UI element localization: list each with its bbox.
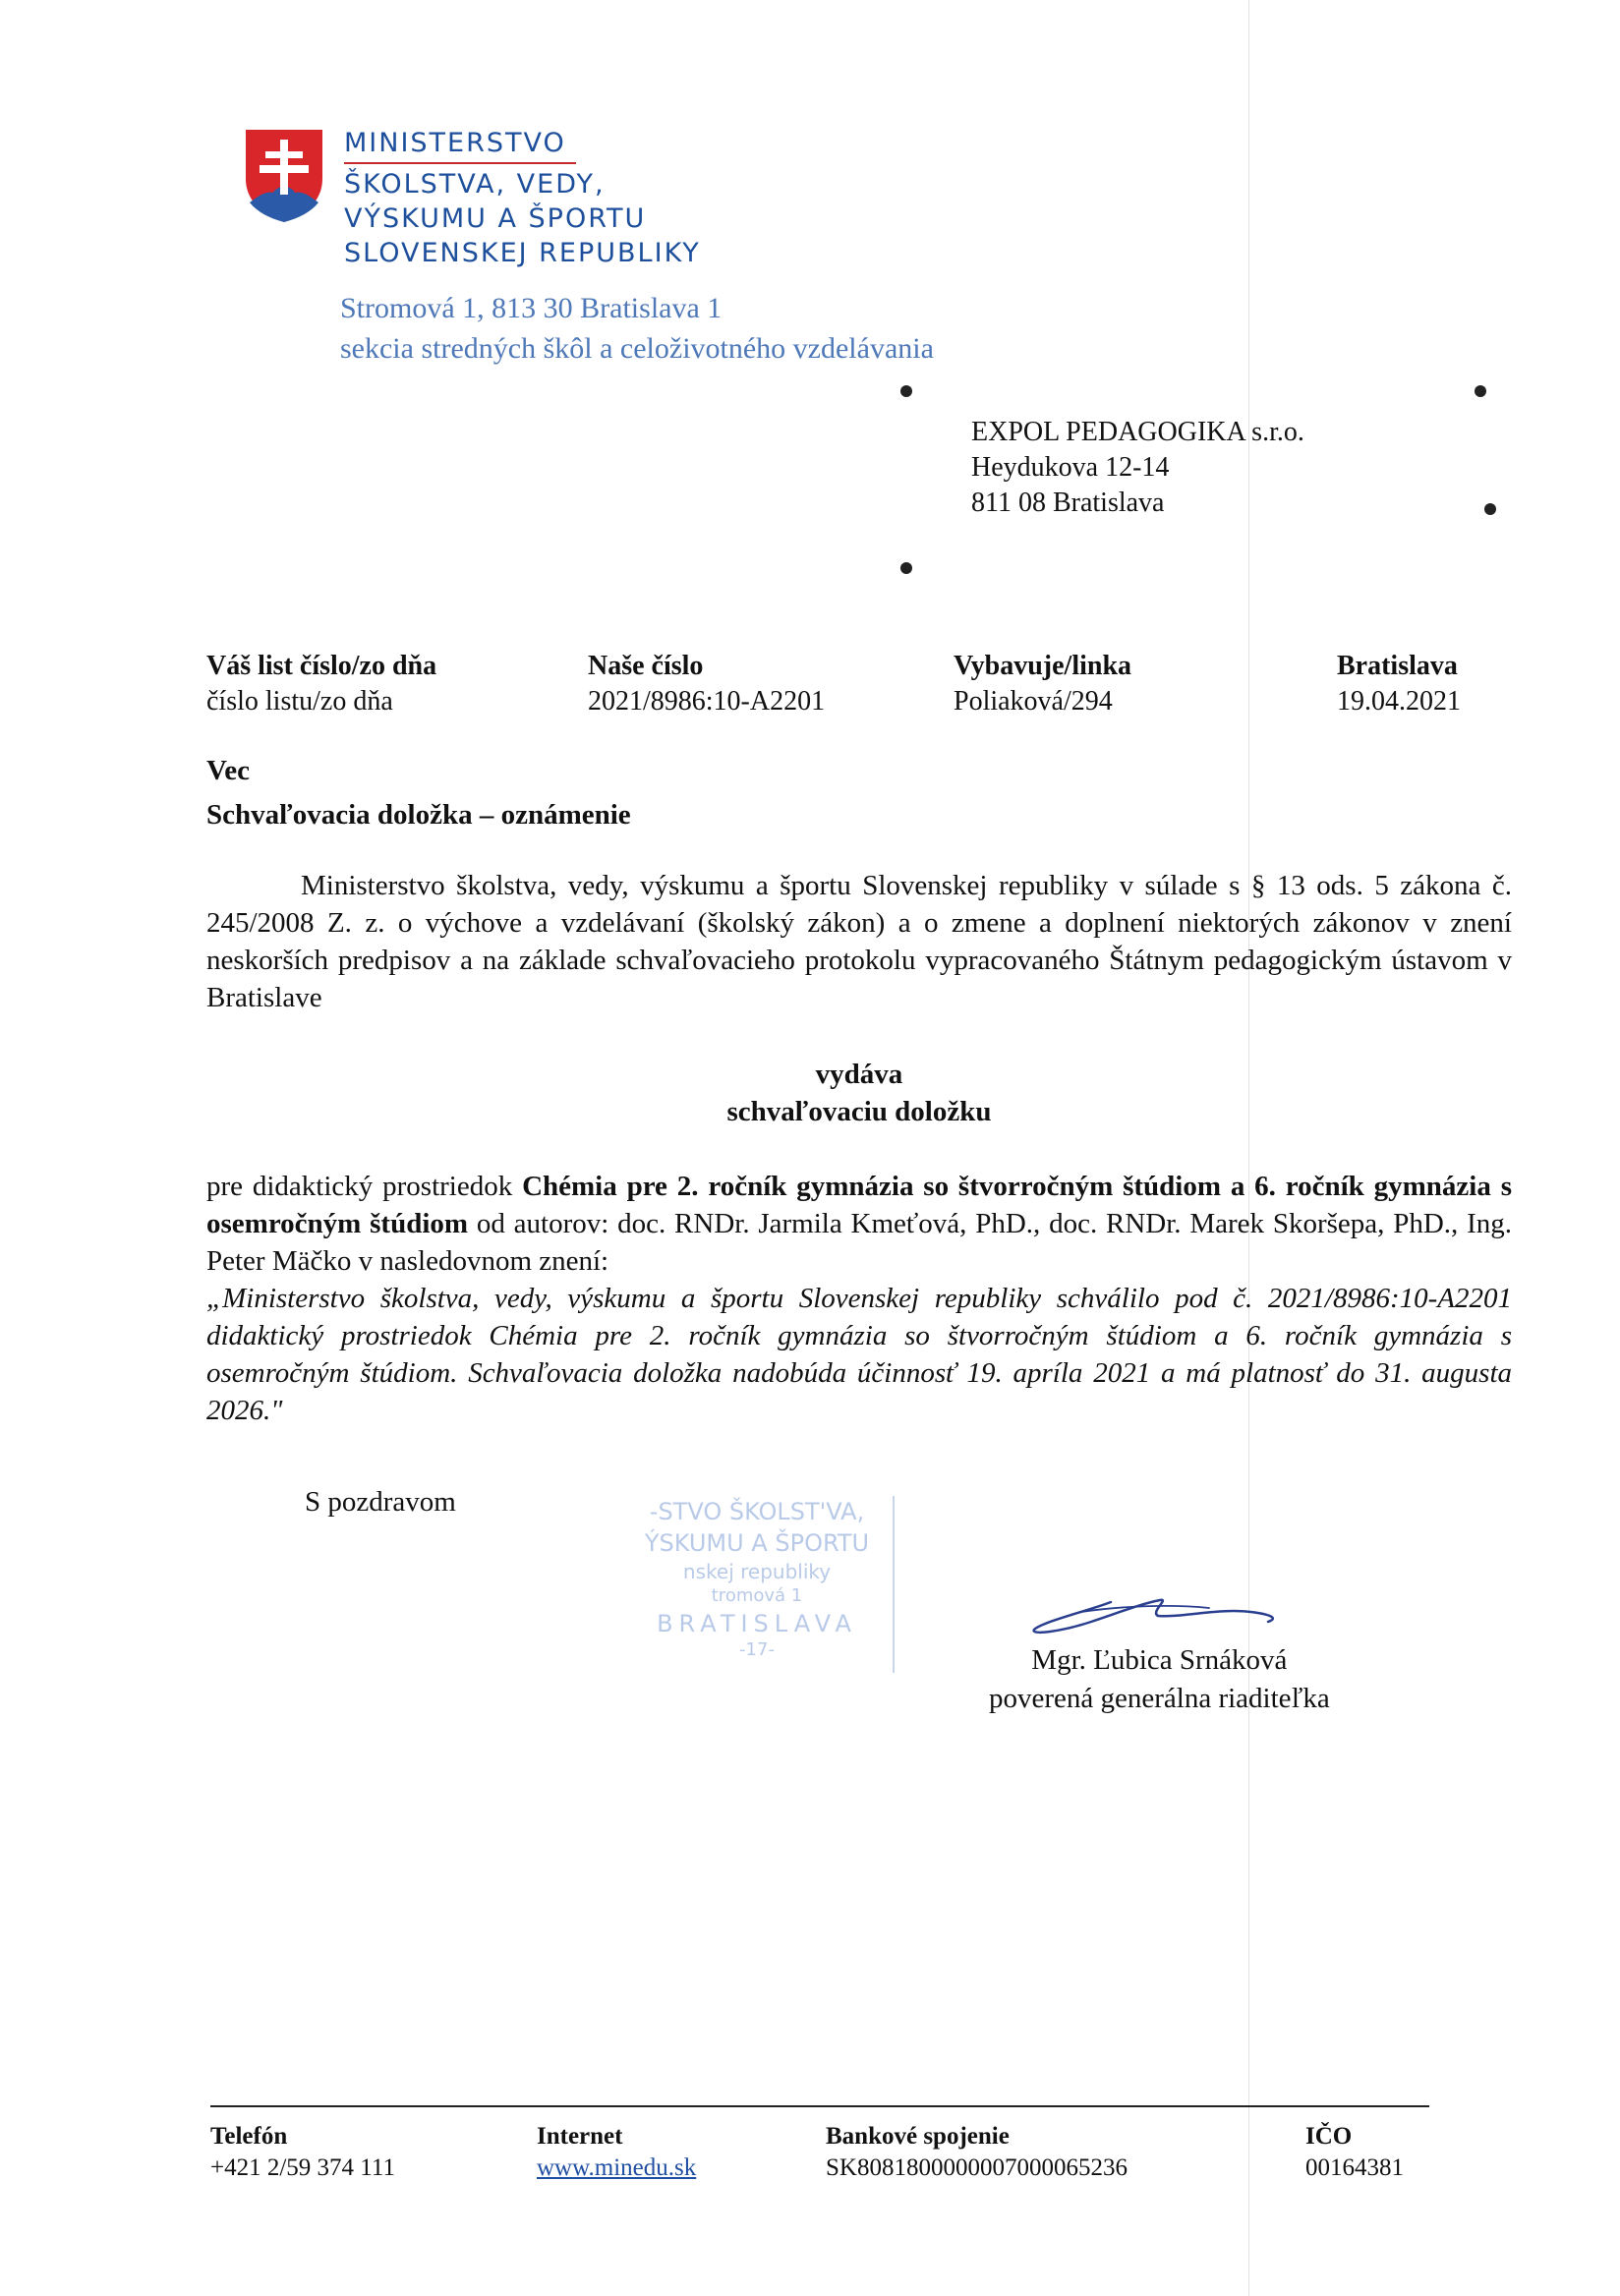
recipient-address (971, 415, 1304, 521)
authors: od autorov: doc. RNDr. Jarmila Kmeťová, PhD., doc. RNDr. Marek Skoršepa, PhD., Ing. Peter Mäčko v nasledovnom znení: (206, 1208, 1513, 1277)
signer-name: Mgr. Ľubica Srnáková (1031, 1644, 1288, 1676)
envelope-mark-top-left (900, 385, 912, 397)
recipient-street: Heydukova 12-14 (971, 452, 1170, 483)
clause-name: schvaľovaciu doložku (726, 1096, 992, 1127)
footer-phone (210, 2121, 395, 2184)
recipient-city: 811 08 Bratislava (971, 488, 1165, 518)
subject-title: Schvaľovacia doložka – oznámenie (206, 799, 631, 831)
closing-greeting: S pozdravom (305, 1486, 456, 1518)
approval-quote: „Ministerstvo školstva, vedy, výskumu a športu Slovenskej republiky schválilo pod č. 2021/8986:10-A2201 didaktický prostriedok Chémia pre 2. ročník gymnázia so štvorročným štúdiom a 6. ročník gymnázia s osemročným štúdiom. Schvaľovacia doložka nadobúda účinnosť 19. apríla 2021 a má platnosť do 31. augusta 2026." (206, 1283, 1512, 1426)
ministry-line-1: MINISTERSTVO (344, 128, 566, 158)
official-stamp (621, 1496, 895, 1673)
footer-phone-label: Telefón (210, 2123, 288, 2150)
envelope-mark-bottom-right (1484, 503, 1496, 515)
footer-bank (826, 2121, 1128, 2184)
stamp-line-5: BRATISLAVA (657, 1610, 857, 1637)
scan-edge (1248, 0, 1249, 2296)
ref-place-label: Bratislava (1337, 651, 1458, 681)
footer-bank-value: SK8081800000007000065236 (826, 2154, 1128, 2181)
footer-divider (210, 2105, 1429, 2107)
ref-our-number (588, 649, 825, 719)
envelope-mark-top-right (1475, 385, 1486, 397)
signer-block (989, 1641, 1330, 1718)
ministry-name (344, 126, 701, 270)
ministry-line-3: VÝSKUMU A ŠPORTU (344, 203, 647, 234)
issues-verb: vydáva (815, 1059, 903, 1090)
ref-your-letter (206, 649, 436, 719)
footer-ico-label: IČO (1305, 2123, 1353, 2150)
stamp-line-1: -STVO ŠKOLST'VA, (649, 1498, 865, 1525)
stamp-line-2: ÝSKUMU A ŠPORTU (644, 1529, 870, 1557)
stamp-line-3: nskej republiky (682, 1560, 832, 1583)
recipient-name: EXPOL PEDAGOGIKA s.r.o. (971, 417, 1304, 447)
issuance-heading (206, 1056, 1512, 1130)
ministry-address (340, 288, 934, 369)
address-line-2: sekcia stredných škôl a celoživotného vzdelávania (340, 332, 934, 365)
footer-internet (537, 2121, 696, 2184)
ref-place-date (1337, 649, 1461, 719)
envelope-mark-bottom-left (900, 562, 912, 574)
ref-your-letter-value: číslo listu/zo dňa (206, 686, 393, 717)
ref-our-number-value: 2021/8986:10-A2201 (588, 686, 826, 717)
ref-handled-by-label: Vybavuje/linka (954, 651, 1132, 681)
footer-website-link[interactable]: www.minedu.sk (537, 2154, 697, 2181)
ref-date-value: 19.04.2021 (1337, 686, 1461, 717)
intro-paragraph: Ministerstvo školstva, vedy, výskumu a športu Slovenskej republiky v súlade s § 13 ods. 5 zákona č. 245/2008 Z. z. o výchove a vzdelávaní (školský zákon) a o zmene a doplnení niektorých zákonov v znení neskorších predpisov a na základe schvaľovacieho protokolu vypracovaného Štátnym pedagogickým ústavom v Bratislave (206, 870, 1512, 1013)
footer-internet-label: Internet (537, 2123, 623, 2150)
signer-title: poverená generálna riaditeľka (989, 1683, 1330, 1714)
footer-ico-value: 00164381 (1305, 2154, 1404, 2181)
ref-your-letter-label: Váš list číslo/zo dňa (206, 651, 437, 681)
stamp-line-6: -17- (739, 1639, 775, 1660)
footer-bank-label: Bankové spojenie (826, 2123, 1010, 2150)
ref-handled-by-value: Poliaková/294 (954, 686, 1113, 717)
ministry-name-divider (344, 162, 576, 164)
ref-our-number-label: Naše číslo (588, 651, 704, 681)
footer-ico (1305, 2121, 1404, 2184)
ref-handled-by (954, 649, 1131, 719)
purpose-paragraph (206, 1168, 1512, 1280)
stamp-line-4: tromová 1 (711, 1585, 803, 1606)
purpose-prefix: pre didaktický prostriedok (206, 1171, 523, 1202)
address-line-1: Stromová 1, 813 30 Bratislava 1 (340, 292, 723, 324)
textbook-title: Chémia pre 2. ročník gymnázia so štvorročným štúdiom a 6. ročník gymnázia s osemročným štúdiom (206, 1171, 1512, 1239)
subject (206, 749, 631, 837)
ministry-line-4: SLOVENSKEJ REPUBLIKY (344, 238, 701, 268)
ministry-line-2: ŠKOLSTVA, VEDY, (344, 169, 606, 200)
subject-label: Vec (206, 755, 251, 786)
slovak-coat-of-arms-icon (244, 128, 324, 224)
footer-phone-value: +421 2/59 374 111 (210, 2154, 395, 2181)
